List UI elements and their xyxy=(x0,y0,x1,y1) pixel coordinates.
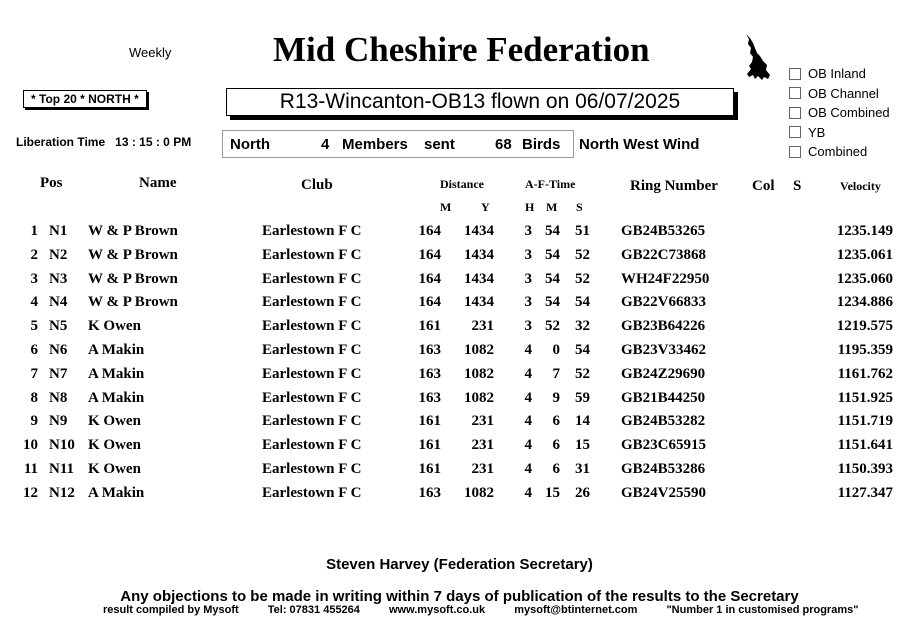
table-row xyxy=(0,318,919,340)
yb-checkbox[interactable] xyxy=(789,126,801,138)
row-miles: 163 xyxy=(418,389,441,406)
row-hours: 4 xyxy=(524,437,532,454)
row-seconds: 52 xyxy=(575,270,590,287)
row-seconds: 52 xyxy=(575,365,590,382)
row-name: K Owen xyxy=(88,413,141,430)
col-colour: Col xyxy=(752,178,775,194)
row-hours: 4 xyxy=(524,413,532,430)
row-hours: 3 xyxy=(524,223,532,239)
col-time-seconds: S xyxy=(576,200,583,214)
row-miles: 161 xyxy=(418,461,441,477)
row-yards: 1434 xyxy=(464,223,494,239)
row-ring-number: GB22C73868 xyxy=(621,246,707,263)
row-seconds: 14 xyxy=(575,413,590,430)
col-distance: Distance xyxy=(440,177,484,191)
row-pos: 9 xyxy=(30,413,38,430)
table-row xyxy=(0,485,919,507)
row-section-pos: N3 xyxy=(49,270,68,287)
row-club: Earlestown F C xyxy=(262,389,362,406)
weekly-label: Weekly xyxy=(129,45,172,60)
row-velocity: 1234.886 xyxy=(836,294,893,311)
page-title: Mid Cheshire Federation xyxy=(273,30,650,69)
combined-label: Combined xyxy=(808,144,868,160)
row-club: Earlestown F C xyxy=(262,342,362,358)
row-ring-number: GB21B44250 xyxy=(621,389,706,406)
row-club: Earlestown F C xyxy=(262,413,362,430)
row-ring-number: GB22V66833 xyxy=(621,294,707,311)
table-row xyxy=(0,294,919,316)
row-club: Earlestown F C xyxy=(262,270,362,287)
row-pos: 4 xyxy=(30,294,38,311)
row-velocity: 1150.393 xyxy=(837,461,893,477)
row-name: W & P Brown xyxy=(88,270,178,287)
liberation-time xyxy=(16,135,191,149)
row-ring-number: GB24Z29690 xyxy=(621,365,706,382)
table-row xyxy=(0,247,919,269)
col-pos: Pos xyxy=(40,175,63,191)
section-badge: * Top 20 * NORTH * xyxy=(23,90,147,108)
row-section-pos: N8 xyxy=(49,389,68,406)
row-miles: 164 xyxy=(418,294,441,311)
row-seconds: 54 xyxy=(575,342,590,358)
table-row xyxy=(0,366,919,388)
col-club: Club xyxy=(301,177,333,193)
col-sex: S xyxy=(793,178,802,194)
yb-label: YB xyxy=(808,124,826,140)
row-section-pos: N9 xyxy=(49,413,68,430)
birds-count: 68 xyxy=(495,136,512,153)
table-row xyxy=(0,223,919,245)
table-row xyxy=(0,271,919,293)
row-section-pos: N4 xyxy=(49,294,68,311)
ob-combined-checkbox[interactable] xyxy=(789,107,801,119)
row-name: K Owen xyxy=(88,461,141,477)
row-section-pos: N7 xyxy=(49,365,68,382)
section-name: North xyxy=(230,136,270,153)
row-club: Earlestown F C xyxy=(262,437,362,454)
row-velocity: 1151.641 xyxy=(837,437,893,454)
option-yb[interactable] xyxy=(789,123,890,143)
row-ring-number: GB23B64226 xyxy=(621,318,706,335)
secretary-line: Steven Harvey (Federation Secretary) xyxy=(326,556,593,573)
row-pos: 10 xyxy=(23,437,38,454)
row-miles: 161 xyxy=(418,437,441,454)
ob-inland-label: OB Inland xyxy=(808,66,866,82)
option-ob-inland[interactable] xyxy=(789,64,890,84)
row-yards: 1082 xyxy=(464,484,494,501)
row-minutes: 54 xyxy=(545,294,560,311)
col-time-minutes: M xyxy=(546,200,558,214)
row-seconds: 32 xyxy=(575,318,590,335)
table-row xyxy=(0,342,919,364)
row-pos: 6 xyxy=(30,342,38,358)
row-name: A Makin xyxy=(88,342,145,358)
row-yards: 1434 xyxy=(464,294,494,311)
row-name: W & P Brown xyxy=(88,294,178,311)
row-velocity: 1151.925 xyxy=(837,389,893,406)
row-yards: 1082 xyxy=(464,365,494,382)
row-club: Earlestown F C xyxy=(262,246,362,263)
row-miles: 161 xyxy=(418,413,441,430)
option-ob-channel[interactable] xyxy=(789,84,890,104)
row-minutes: 54 xyxy=(545,223,560,239)
row-miles: 164 xyxy=(418,223,441,239)
row-seconds: 26 xyxy=(575,484,590,501)
row-section-pos: N11 xyxy=(49,461,75,477)
birds-label: Birds xyxy=(522,136,561,153)
row-velocity: 1235.149 xyxy=(836,223,893,239)
row-hours: 3 xyxy=(524,294,532,311)
row-ring-number: GB24B53265 xyxy=(621,223,706,239)
col-dist-yards: Y xyxy=(481,200,490,214)
row-name: A Makin xyxy=(88,484,145,501)
col-dist-miles: M xyxy=(440,200,452,214)
row-section-pos: N2 xyxy=(49,246,68,263)
row-pos: 7 xyxy=(30,365,38,382)
row-yards: 1082 xyxy=(464,342,494,358)
row-name: W & P Brown xyxy=(88,246,178,263)
row-pos: 8 xyxy=(30,389,38,406)
row-minutes: 54 xyxy=(545,246,560,263)
row-hours: 4 xyxy=(524,461,532,477)
row-yards: 1434 xyxy=(464,270,494,287)
row-velocity: 1151.719 xyxy=(837,413,893,430)
row-velocity: 1219.575 xyxy=(836,318,893,335)
email: mysoft@btinternet.com xyxy=(514,604,638,616)
row-hours: 4 xyxy=(524,389,532,406)
row-club: Earlestown F C xyxy=(262,294,362,311)
row-miles: 163 xyxy=(418,365,441,382)
row-section-pos: N6 xyxy=(49,342,68,358)
row-club: Earlestown F C xyxy=(262,223,362,239)
section-summary xyxy=(222,130,574,158)
objections-notice: Any objections to be made in writing within 7 days of publication of the results to the Secretary xyxy=(120,588,799,605)
row-minutes: 54 xyxy=(545,270,560,287)
sent-label: sent xyxy=(424,136,455,153)
row-yards: 1082 xyxy=(464,389,494,406)
row-pos: 11 xyxy=(23,461,38,477)
col-name: Name xyxy=(139,175,177,191)
liberation-label: Liberation Time xyxy=(16,135,106,149)
liberation-value: 13 : 15 : 0 PM xyxy=(115,135,192,149)
website: www.mysoft.co.uk xyxy=(388,604,486,616)
row-velocity: 1235.061 xyxy=(836,246,893,263)
row-section-pos: N1 xyxy=(49,223,68,239)
row-pos: 2 xyxy=(30,246,38,263)
row-miles: 163 xyxy=(418,484,441,501)
row-hours: 3 xyxy=(524,318,532,335)
row-yards: 231 xyxy=(471,413,494,430)
row-miles: 164 xyxy=(418,270,441,287)
row-ring-number: WH24F22950 xyxy=(621,270,710,287)
row-hours: 3 xyxy=(524,246,532,263)
row-minutes: 6 xyxy=(552,413,560,430)
row-section-pos: N12 xyxy=(49,484,75,501)
row-yards: 1434 xyxy=(464,246,494,263)
race-title: R13-Wincanton-OB13 flown on 06/07/2025 xyxy=(226,88,734,116)
row-ring-number: GB24V25590 xyxy=(621,484,707,501)
ob-channel-checkbox[interactable] xyxy=(789,87,801,99)
ob-inland-checkbox[interactable] xyxy=(789,68,801,80)
slogan: "Number 1 in customised programs" xyxy=(666,604,859,616)
row-pos: 12 xyxy=(23,484,38,501)
row-miles: 164 xyxy=(418,246,441,263)
ob-channel-label: OB Channel xyxy=(808,85,879,101)
col-time-hours: H xyxy=(525,200,535,214)
row-velocity: 1127.347 xyxy=(837,484,893,501)
row-yards: 231 xyxy=(471,461,494,477)
row-hours: 4 xyxy=(524,342,532,358)
row-ring-number: GB23C65915 xyxy=(621,437,707,454)
row-miles: 161 xyxy=(418,318,441,335)
table-row xyxy=(0,461,919,483)
row-velocity: 1235.060 xyxy=(836,270,893,287)
row-seconds: 51 xyxy=(575,223,590,239)
row-velocity: 1161.762 xyxy=(837,365,893,382)
row-ring-number: GB24B53282 xyxy=(621,413,706,430)
col-aftime: A-F-Time xyxy=(525,177,576,191)
compiled-by-line xyxy=(103,604,884,616)
members-count: 4 xyxy=(321,136,330,153)
wind-info: North West Wind xyxy=(579,136,700,153)
row-minutes: 15 xyxy=(545,484,560,501)
row-seconds: 52 xyxy=(575,246,590,263)
compiled-by: result compiled by Mysoft xyxy=(103,604,239,616)
row-pos: 5 xyxy=(30,318,38,335)
row-seconds: 31 xyxy=(575,461,590,477)
row-minutes: 9 xyxy=(552,389,560,406)
row-minutes: 6 xyxy=(552,461,560,477)
row-minutes: 7 xyxy=(552,365,560,382)
row-seconds: 15 xyxy=(575,437,590,454)
row-hours: 3 xyxy=(524,270,532,287)
col-ring: Ring Number xyxy=(630,178,718,194)
pigeon-silhouette-icon xyxy=(740,32,772,82)
row-ring-number: GB24B53286 xyxy=(621,461,706,477)
option-ob-combined[interactable] xyxy=(789,103,890,123)
members-label: Members xyxy=(342,136,408,153)
table-row xyxy=(0,413,919,435)
row-pos: 1 xyxy=(30,223,38,239)
option-combined[interactable] xyxy=(789,142,890,162)
row-name: K Owen xyxy=(88,437,141,454)
row-name: A Makin xyxy=(88,365,145,382)
row-minutes: 6 xyxy=(552,437,560,454)
row-name: W & P Brown xyxy=(88,223,178,239)
row-minutes: 52 xyxy=(545,318,560,335)
telephone: Tel: 07831 455264 xyxy=(267,604,360,616)
row-section-pos: N5 xyxy=(49,318,68,335)
row-yards: 231 xyxy=(471,318,494,335)
table-row xyxy=(0,390,919,412)
row-club: Earlestown F C xyxy=(262,365,362,382)
row-pos: 3 xyxy=(30,270,38,287)
row-seconds: 54 xyxy=(575,294,590,311)
ob-combined-label: OB Combined xyxy=(808,105,890,121)
col-velocity: Velocity xyxy=(840,179,881,193)
row-yards: 231 xyxy=(471,437,494,454)
row-club: Earlestown F C xyxy=(262,484,362,501)
row-minutes: 0 xyxy=(552,342,560,358)
row-name: A Makin xyxy=(88,389,145,406)
row-ring-number: GB23V33462 xyxy=(621,342,707,358)
race-type-options xyxy=(789,64,890,162)
row-seconds: 59 xyxy=(575,389,590,406)
row-club: Earlestown F C xyxy=(262,461,362,477)
row-name: K Owen xyxy=(88,318,141,335)
row-miles: 163 xyxy=(418,342,441,358)
row-club: Earlestown F C xyxy=(262,318,362,335)
row-hours: 4 xyxy=(524,484,532,501)
row-hours: 4 xyxy=(524,365,532,382)
table-row xyxy=(0,437,919,459)
row-velocity: 1195.359 xyxy=(837,342,893,358)
row-section-pos: N10 xyxy=(49,437,75,454)
combined-checkbox[interactable] xyxy=(789,146,801,158)
